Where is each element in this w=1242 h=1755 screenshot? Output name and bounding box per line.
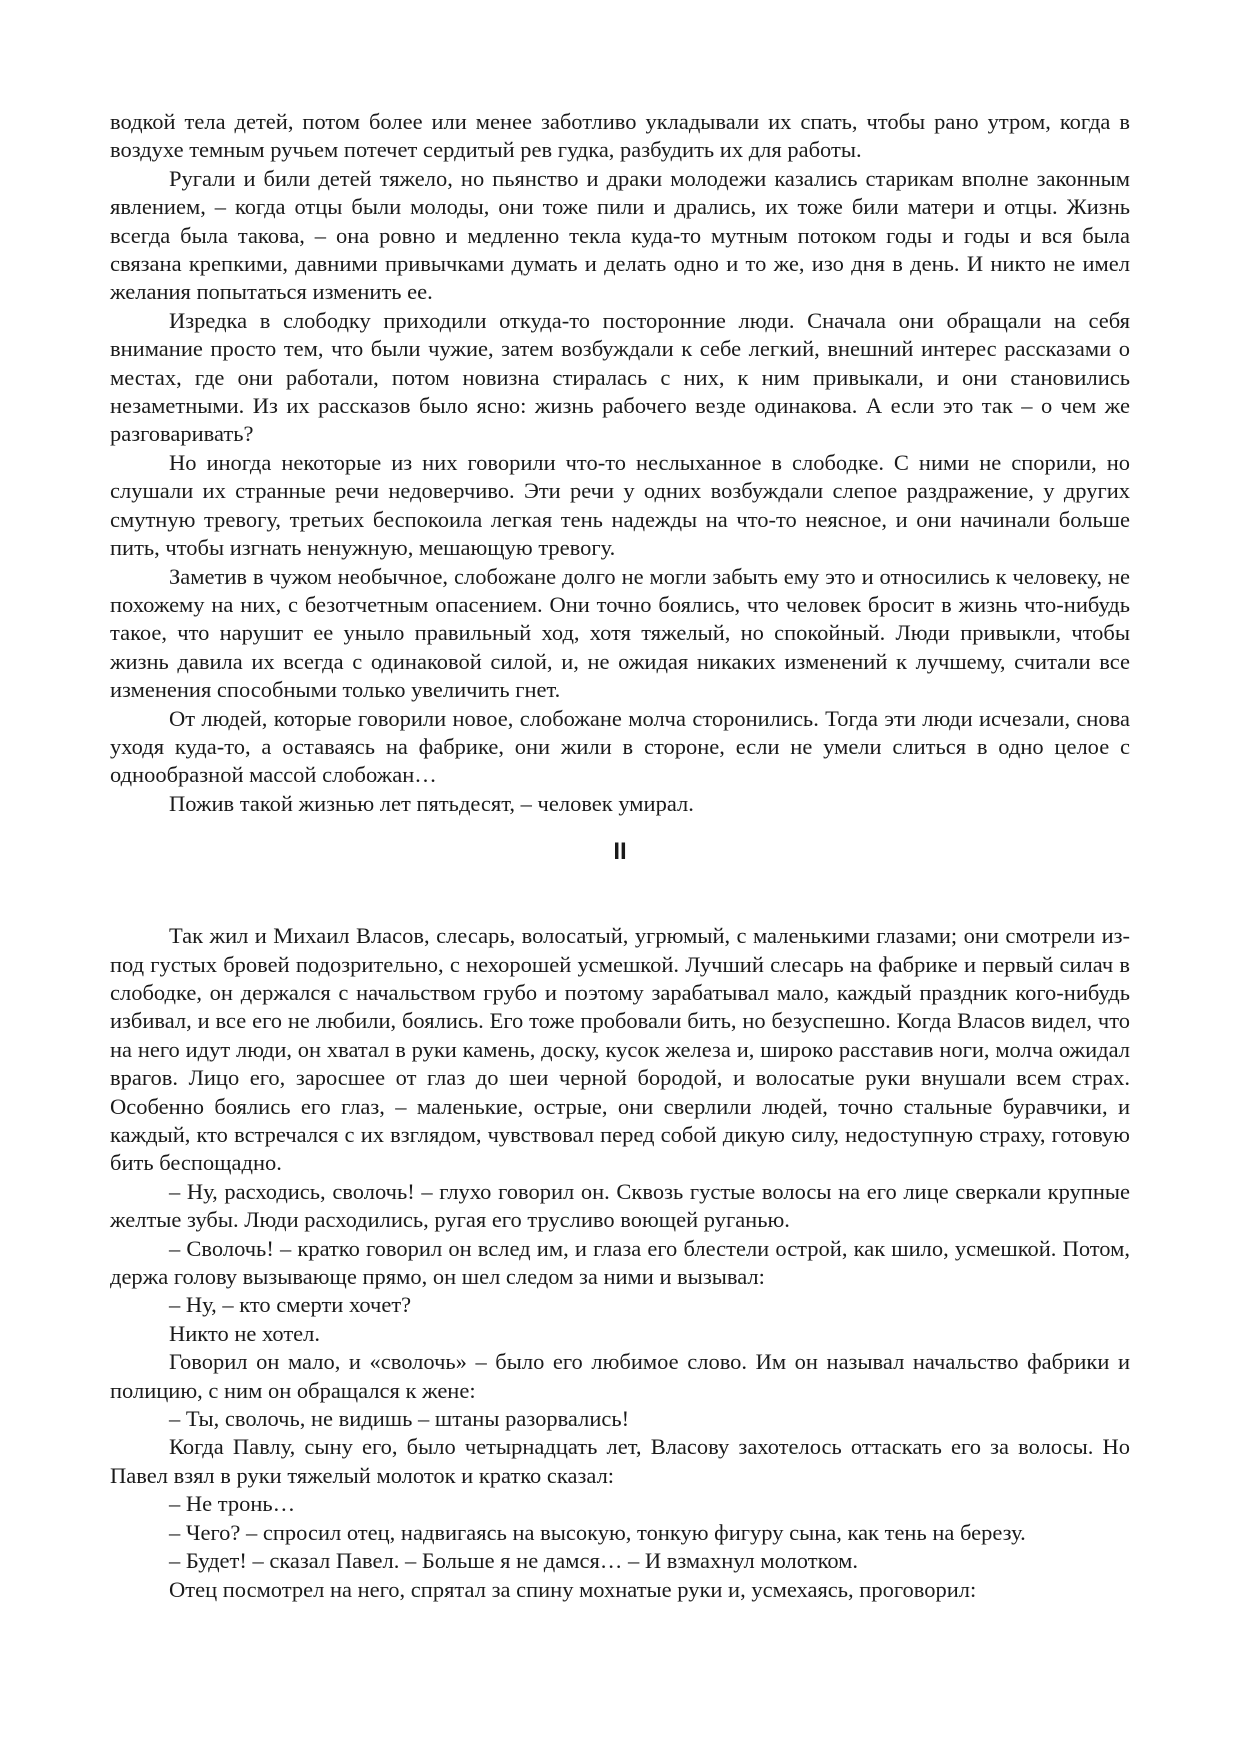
paragraph: – Сволочь! – кратко говорил он вслед им, и глаза его блестели острой, как шило, усмешкой. Потом, держа голову вызывающе прямо, он шел следом за ними и вызывал: [110, 1235, 1130, 1290]
paragraph: Когда Павлу, сыну его, было четырнадцать лет, Власову захотелось оттаскать его за волосы. Но Павел взял в руки тяжелый молоток и кратко сказал: [110, 1434, 1130, 1488]
paragraph: водкой тела детей, потом более или менее заботливо укладывали их спать, чтобы рано утром, когда в воздухе темным ручьем потечет сердитый рев гудка, разбудить их для работы. [110, 109, 1130, 163]
paragraph: – Ты, сволочь, не видишь – штаны разорвались! [169, 1406, 630, 1432]
paragraph: Говорил он мало, и «сволочь» – было его любимое слово. Им он называл начальство фабрики и полицию, с ним он обращался к жене: [110, 1349, 1130, 1403]
paragraph: Заметив в чужом необычное, слобожане долго не могли забыть ему это и относились к человеку, не похожему на них, с безотчетным опасением. Они точно боялись, что человек бросит в жизнь что-нибудь такое, что нарушит ее уныло правильный ход, хотя тяжелый, но спокойный. Люди привыкли, чтобы жизнь давила их всегда с одинаковой силой, и, не ожидая никаких изменений к лучшему, считали все изменения способными только увеличить гнет. [110, 563, 1130, 703]
paragraph: – Ну, расходись, сволочь! – глухо говорил он. Сквозь густые волосы на его лице сверкали крупные желтые зубы. Люди расходились, ругая его трусливо воющей руганью. [110, 1178, 1130, 1233]
paragraph: Но иногда некоторые из них говорили что-то неслыханное в слободке. С ними не спорили, но слушали их странные речи недоверчиво. Эти речи у одних возбуждали слепое раздражение, у других смутную тревогу, третьих беспокоила легкая тень надежды на что-то неясное, и они начинали больше пить, чтобы изгнать ненужную, мешающую тревогу. [110, 449, 1130, 561]
paragraph: Отец посмотрел на него, спрятал за спину мохнатые руки и, усмехаясь, проговорил: [169, 1576, 977, 1602]
paragraph: От людей, которые говорили новое, слобожане молча сторонились. Тогда эти люди исчезали, снова уходя куда-то, а оставаясь на фабрике, они жили в стороне, если не умели слиться в одно целое с однообразной массой слобожан… [110, 705, 1130, 788]
chapter-heading: II [613, 838, 627, 866]
paragraph: Так жил и Михаил Власов, слесарь, волосатый, угрюмый, с маленькими глазами; они смотрели из-под густых бровей подозрительно, с нехорошей усмешкой. Лучший слесарь на фабрике и первый силач в слободке, он держался с начальством грубо и поэтому зарабатывал мало, каждый праздник кого-нибудь избивал, и все его не любили, боялись. Его тоже пробовали бить, но безуспешно. Когда Власов видел, что на него идут люди, он хватал в руки камень, доску, кусок железа и, широко расставив ноги, молча ожидал врагов. Лицо его, заросшее от глаз до шеи черной бородой, и волосатые руки внушали всем страх. Особенно боялись его глаз, – маленькие, острые, они сверлили людей, точно стальные буравчики, и каждый, кто встречался с их взглядом, чувствовал перед собой дикую силу, недоступную страху, готовую бить беспощадно. [110, 923, 1130, 1176]
paragraph: – Будет! – сказал Павел. – Больше я не дамся… – И взмахнул молотком. [169, 1548, 859, 1574]
document-page [110, 108, 1130, 1604]
paragraph: – Чего? – спросил отец, надвигаясь на высокую, тонкую фигуру сына, как тень на березу. [169, 1519, 1026, 1545]
paragraph: Изредка в слободку приходили откуда-то посторонние люди. Сначала они обращали на себя внимание просто тем, что были чужие, затем возбуждали к себе легкий, внешний интерес рассказами о местах, где они работали, потом новизна стиралась с них, к ним привыкали, и они становились незаметными. Из их рассказов было ясно: жизнь рабочего везде одинакова. А если это так – о чем же разговаривать? [110, 307, 1130, 447]
paragraph: Пожив такой жизнью лет пятьдесят, – человек умирал. [169, 790, 694, 816]
paragraph: – Ну, – кто смерти хочет? [169, 1292, 412, 1318]
text-after-chapter [110, 922, 1130, 1604]
text-before-chapter [110, 108, 1130, 818]
paragraph: Ругали и били детей тяжело, но пьянство и драки молодежи казались старикам вполне законным явлением, – когда отцы были молоды, они тоже пили и дрались, их тоже били матери и отцы. Жизнь всегда была такова, – она ровно и медленно текла куда-то мутным потоком годы и годы и вся была связана крепкими, давними привычками думать и делать одно и то же, изо дня в день. И никто не имел желания попытаться изменить ее. [110, 165, 1130, 305]
paragraph: – Не тронь… [169, 1491, 296, 1517]
paragraph: Никто не хотел. [169, 1320, 321, 1346]
